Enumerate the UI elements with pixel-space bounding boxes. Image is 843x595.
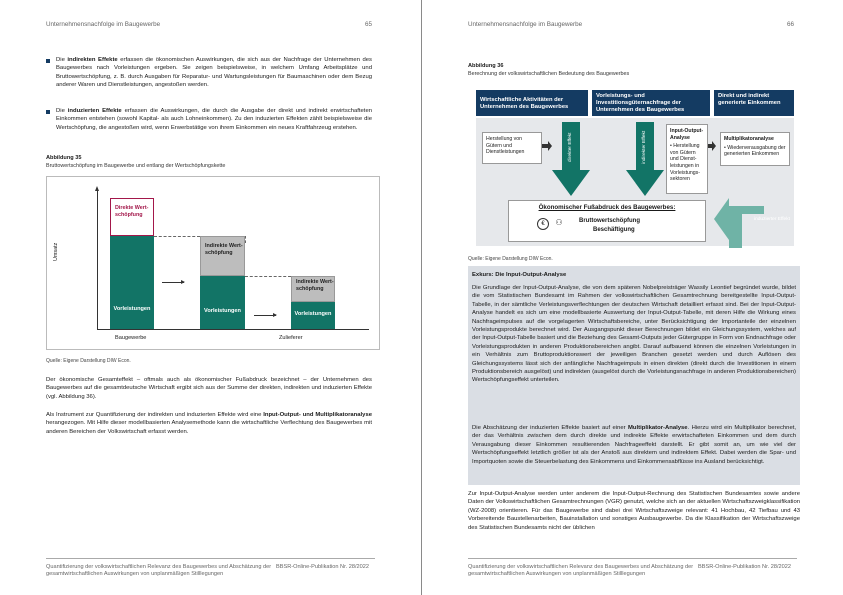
footer-rule — [468, 558, 797, 559]
bar-direct-value-added: Direkte Wert-schöpfung — [110, 198, 154, 236]
flow-arrow-icon — [542, 141, 552, 151]
flow-arrow-icon — [254, 315, 276, 316]
page-number: 66 — [787, 21, 795, 28]
guide-line — [245, 236, 246, 243]
bar-vorleistungen-baugewerbe: Vorleistungen — [110, 236, 154, 329]
left-page: Unternehmensnachfolge im Baugewerbe 65 Die indirekten Effekte erfassen die ökonomischen Auswirkungen, die sich aus der Nachfrage der Unternehmen des Baugewerbes nach Vorleistungen ergeben. Sie zeigen beispielsweise, in welchem Umfang Arbeitsplätze und Bruttowertschöpfung, z. B. durch Ausgaben für Reparatur- und Wartungsleistungen für Baumaschinen oder dem Bezug anderer Waren und Dienstleistungen, angestoßen werden. Die induzierten Effekte erfassen die Auswirkungen, die durch die Ausgabe der direkt und indirekt erwirtschafteten Einkommen entstehen (sowohl Kapital- als auch Lohneinkommen). Zu den induzierten Effekten zählt beispielsweise die Wertschöpfung, die angestoßen wird, wenn Erwerbstätige von ihrem Einkommen ein neues Kraftfahrzeug erstehen. Abbildung 35 Bruttowertschöpfung im Baugewerbe und entlang der Wertschöpfungskette Umsatz Direkte Wert-schöpfung Vorleistungen Indirekte Wert-schöpfung Vorleistungen Indirekte Wert-schöpfung Vorleistungen Baugewerbe Zulieferer Quelle: Eigene Darstellung DIW Econ. Der ökonomische Gesamteffekt – oftmals auch als ökonomischer Fußabdruck bezeichnet – der Unternehmen des Baugewerbes auf die gesamtdeutsche Wirtschaft ergibt sich aus der Summe der direkten, indirekten und induzierten Effekte (vgl. Abbildung 36). Als Instrument zur Quantifizierung der indirekten und induzierten Effekte wird eine Input-Output- und Multiplikatoranalyse herangezogen. Mit Hilfe dieser modellbasierten Analysemethode kann die wirtschaftliche Verflechtung des Baugewerbes mit anderen Bereichen der Volkswirtschaft erfasst werden. Quantifizierung der volkswirtschaftlichen Relevanz des Baugewerbes und Abschätzung der gesamtwirtschaftlichen Auswirkungen von unplanmäßigen Stilllegungen BBSR-Online-Publikation Nr. 28/2022 — [0, 0, 421, 595]
y-axis-line — [97, 191, 98, 329]
column-head-activities: Wirtschaftliche Aktivitäten der Unternehmen des Baugewerbes — [476, 90, 588, 116]
column-head-demand: Vorleistungs- und Investitionsgüternachfrage der Unternehmen des Baugewerbes — [592, 90, 710, 116]
x-label-zulieferer: Zulieferer — [279, 335, 303, 341]
footprint-diagram — [468, 84, 800, 252]
figure-number: Abbildung 36 — [468, 63, 504, 69]
right-page — [422, 0, 843, 595]
footer-title: Quantifizierung der volkswirtschaftlichen Relevanz des Baugewerbes und Abschätzung der gesamtwirtschaftlichen Auswirkungen von unplanmäßigen Stilllegungen — [468, 564, 694, 578]
bar-vorleistungen-zulieferer-1: Vorleistungen — [200, 276, 245, 329]
flow-arrow-icon — [162, 282, 184, 283]
bullet-square-icon — [46, 110, 50, 114]
figure-source: Quelle: Eigene Darstellung DIW Econ. — [468, 256, 553, 262]
term-induced: induzierten Effekte — [67, 108, 122, 114]
label-direct-effect: direkter Effekt — [568, 132, 573, 162]
footprint-box: Ökonomischer Fußabdruck des Baugewerbes: € ⚇ Bruttowertschöpfung Beschäftigung — [508, 200, 706, 242]
footer-title: Quantifizierung der volkswirtschaftlichen Relevanz des Baugewerbes und Abschätzung der gesamtwirtschaftlichen Auswirkungen von unplanmäßigen Stilllegungen — [46, 564, 272, 578]
paragraph-total-effect: Der ökonomische Gesamteffekt – oftmals auch als ökonomischer Fußabdruck bezeichnet – der Unternehmen des Baugewerbes auf die gesamtdeutsche Wirtschaft ergibt sich aus der Summe der direkten, indirekten und induzierten Effekte (vgl. Abbildung 36). — [46, 377, 372, 400]
label-induced-effect: induzierter Effekt — [754, 217, 790, 222]
coins-icon: € — [537, 218, 549, 230]
footer-publication: BBSR-Online-Publikation Nr. 28/2022 — [698, 564, 791, 570]
bar-vorleistungen-zulieferer-2: Vorleistungen — [291, 302, 335, 329]
paragraph-io-instrument: Als Instrument zur Quantifizierung der indirekten und induzierten Effekte wird eine Input-Output- und Multiplikatoranalyse herangezogen. Mit Hilfe dieser modellbasierten Analysemethode kann die wirtschaftliche Verflechtung des Baugewerbes mit anderen Bereichen der Volkswirtschaft erfasst werden. — [46, 412, 372, 435]
box-production: Herstellung von Gütern und Dienstleistungen — [482, 132, 542, 164]
figure-caption: Berechnung der volkswirtschaftlichen Bedeutung des Baugewerbes — [468, 71, 630, 77]
value-chain-chart — [46, 176, 380, 350]
figure-caption: Bruttowertschöpfung im Baugewerbe und entlang der Wertschöpfungskette — [46, 163, 226, 169]
exkurs-title: Exkurs: Die Input-Output-Analyse — [472, 272, 567, 278]
y-axis-arrow-icon — [95, 186, 99, 191]
x-label-baugewerbe: Baugewerbe — [115, 335, 147, 341]
exkurs-paragraph-1: Die Grundlage der Input-Output-Analyse, die von dem späteren Nobelpreisträger Wassily Leontief begründet wurde, bildet die vom Statistischen Bundesamt im Rahmen der volkswirtschaftlichen Gesamtrechnung bereitgestellte Input-Output-Tabelle, in der sämtliche Verleistungsverflechtungen der deutschen Wirtschaft detailliert erfasst sind. Bei der Input-Output-Analyse handelt es sich um eine modellbasierte Auswertung der Input-Output-Tabelle, mit deren Hilfe die Wirkung eines Nachfrageimpulses auf die vorgelagerten Wirtschaftsbereiche, unter Berücksichtigung der Importanteile der einzelnen Vorleistungsprodukte berechnet wird. Der Ausgangspunkt dieser Berechnungen bildet ein Gleichungssystem, welches auf der Input-Output-Tabelle basiert und die Beziehung des Gesamt-Outputs jeder Gütergruppe in Form von Endnachfrage oder Vorleistungsprodukten in anderen Produktionsbereichen angibt. Darauf aufbauend können die einzelnen Vorleistungen in ein Verhältnis zum Bruttoproduktionswert der jeweiligen Branchen gesetzt werden und durch Auflösen des Gleichungssystems lässt sich der anfängliche Nachfrageimpuls in einen direkten (direkt durch die Investitionen in einem Produktionsbereich ausgelöst) und indirekten (ausgelöst durch die Vorleistungsnachfrage in anderen Produktionsbereichen) Wertschöpfungseffekt unterteilen. — [472, 285, 796, 384]
exkurs-box — [468, 266, 800, 485]
bar-indirect-value-added-1: Indirekte Wert-schöpfung — [200, 236, 245, 276]
paragraph-vgr: Zur Input-Output-Analyse werden unter anderem die Input-Output-Rechnung des Statistischen Bundesamtes sowie andere Daten der Volkswirtschaftlichen Gesamtrechnungen (VGR) genutzt, welche sich an der aktuellen Wirtschaftszweigklassifikation (WZ-2008) orientieren. Für das Baugewerbe sind dabei drei Wirtschaftszweige relevant: 41 Hochbau, 42 Tiefbau und 43 Vorbereitende Baustellenarbeiten, Bauinstallation und sonstiges Ausbaugewerbe. Da die Klassifikation der Wirtschaftszweige des Statistischen Bundesamts nicht der üblichen — [468, 491, 800, 531]
guide-line — [154, 236, 200, 237]
exkurs-paragraph-2: Die Abschätzung der induzierten Effekte basiert auf einer Multiplikator-Analyse. Hierzu wird ein Multiplikator berechnet, der das Verhältnis zwischen dem durch direkte und indirekte Effekte erwirtschafteten Einkommen und dem durch Verausgabung dieser Einkommen resultierenden Nachfrageeffekt darstellt. Er gibt somit an, um wie viel der Wertschöpfungseffekt letztlich größer ist als der Anstoß aus direktem und indirektem Effekt. Dabei werden die Spar- und Importquoten sowie die Steuerbelastung des Einkommens und Einkommensabflüsse ins Ausland berücksichtigt. — [472, 425, 796, 465]
running-header: Unternehmensnachfolge im Baugewerbe — [468, 21, 583, 28]
box-multiplier-analysis: Multiplikatoranalyse • Wiederverausgabung der generierten Einkommen — [720, 132, 790, 166]
figure-number: Abbildung 35 — [46, 155, 82, 161]
label-indirect-effect: indirekter Effekt — [642, 130, 647, 164]
x-axis-line — [97, 329, 369, 330]
footer-publication: BBSR-Online-Publikation Nr. 28/2022 — [276, 564, 369, 570]
running-header: Unternehmensnachfolge im Baugewerbe — [46, 21, 161, 28]
term-indirect: indirekten Effekte — [67, 57, 118, 63]
guide-line — [245, 276, 291, 277]
page-number: 65 — [365, 21, 373, 28]
figure-source: Quelle: Eigene Darstellung DIW Econ. — [46, 358, 131, 364]
footer-rule — [46, 558, 375, 559]
induced-effect-arrow-icon — [714, 198, 764, 248]
bullet-square-icon — [46, 59, 50, 63]
column-head-income: Direkt und indirekt generierte Einkommen — [714, 90, 794, 116]
y-axis-label: Umsatz — [53, 242, 59, 261]
box-io-analysis: Input-Output-Analyse • Herstellung von Gütern und Dienst-leistungen in Vorleistungs-sektoren — [666, 124, 708, 194]
people-icon: ⚇ — [555, 218, 563, 227]
bar-indirect-value-added-2: Indirekte Wert-schöpfung — [291, 276, 335, 302]
